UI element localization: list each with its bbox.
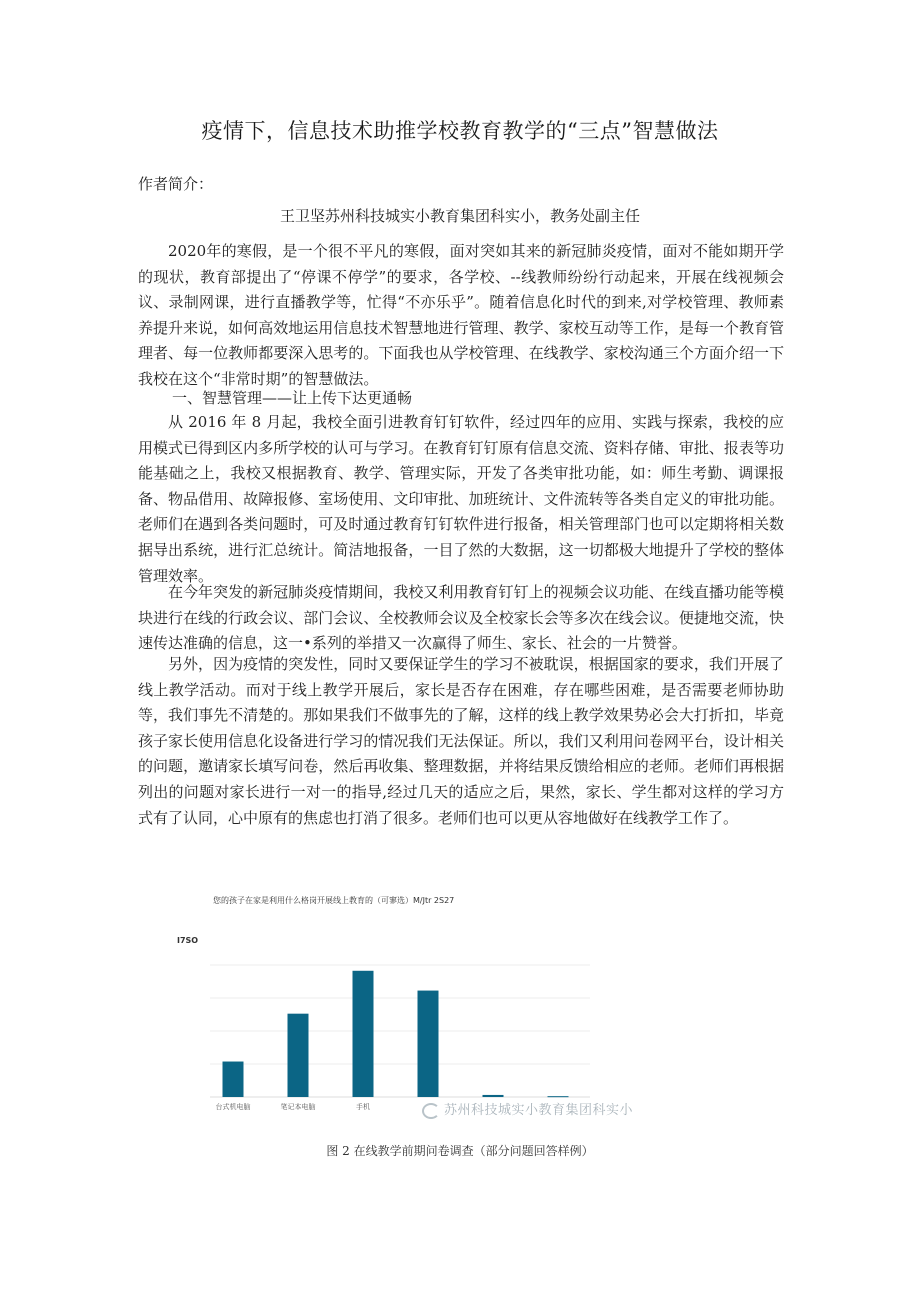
chart-bar — [418, 991, 439, 1097]
chart-title: 您的孩子在家是利用什么格岗开展线上教育的（可寥选）M/Jtr 2S27 — [213, 896, 455, 905]
chart-bar — [353, 971, 374, 1097]
chart-bar — [483, 1095, 504, 1097]
chart-category-label: 台式机电脑 — [215, 1103, 251, 1111]
paragraph-management — [138, 410, 784, 589]
chart-y-label: I7SO — [177, 936, 199, 945]
figure-caption: 图 2 在线教学前期问卷调查（部分问题回答样例） — [326, 1144, 594, 1158]
paragraph-survey — [138, 652, 784, 831]
paragraph-text: 从 2016 年 8 月起，我校全面引进教育钉钉软件，经过四年的应用、实践与探索，我校的应用模式已得到区内多所学校的认可与学习。在教育钉钉原有信息交流、资料存储、审批、报表等功能基础之上，我校又根据教育、教学、管理实际，开发了各类审批功能，如：师生考勤、调课报备、物品借用、故障报修、室场使用、文印审批、加班统计、文件流转等各类自定义的审批功能。老师们在遇到各类问题时，可及时通过教育钉钉软件进行报备，相关管理部门也可以定期将相关数据导出系统，进行汇总统计。简洁地报备，一目了然的大数据，这一切都极大地提升了学校的整体管理效率。 — [138, 413, 784, 585]
chart-bar — [223, 1062, 244, 1097]
document-title: 疫情下，信息技术助推学校教育教学的“三点”智慧做法 — [201, 119, 719, 143]
author-label: 作者简介： — [138, 175, 214, 193]
paragraph-meetings — [138, 580, 784, 657]
chart-plot — [190, 895, 650, 1125]
watermark-logo-icon — [422, 1103, 440, 1119]
chart-bar — [548, 1096, 569, 1097]
chart-category-label: 笔记本电脑 — [280, 1103, 316, 1111]
chart-bar — [288, 1014, 309, 1097]
author-info: 王卫坚苏州科技城实小教育集团科实小，教务处副主任 — [279, 207, 640, 225]
paragraph-text: 在今年突发的新冠肺炎疫情期间，我校又利用教育钉钉上的视频会议功能、在线直播功能等模块进行在线的行政会议、部门会议、全校教师会议及全校家长会等多次在线会议。便捷地交流，快速传达准确的信息，这一•系列的举措又一次赢得了师生、家长、社会的一片赞誉。 — [138, 583, 784, 653]
paragraph-intro — [138, 239, 784, 393]
watermark — [422, 1099, 633, 1119]
paragraph-text: 2020年的寒假，是一个很不平凡的寒假，面对突如其来的新冠肺炎疫情，面对不能如期开学的现状，教育部提出了“停课不停学”的要求，各学校、--线教师纷纷行动起来，开展在线视频会议、录制网课，进行直播教学等，忙得“不亦乐乎”。随着信息化时代的到来,对学校管理、教师素养提升来说，如何高效地运用信息技术智慧地进行管理、教学、家校互动等工作，是每一个教育管理者、每一位教师都要深入思考的。下面我也从学校管理、在线教学、家校沟通三个方面介绍一下我校在这个“非常时期”的智慧做法。 — [138, 242, 784, 388]
paragraph-text: 另外，因为疫情的突发性，同时又要保证学生的学习不被耽误，根据国家的要求，我们开展了线上教学活动。而对于线上教学开展后，家长是否存在困难，存在哪些困难，是否需要老师协助等，我们事先不清楚的。那如果我们不做事先的了解，这样的线上教学效果势必会大打折扣，毕竟孩子家长使用信息化设备进行学习的情况我们无法保证。所以，我们又利用问卷网平台，设计相关的问题，邀请家长填写问卷，然后再收集、整理数据，并将结果反馈给相应的老师。老师们再根据列出的问题对家长进行一对一的指导,经过几天的适应之后，果然，家长、学生都对这样的学习方式有了认同，心中原有的焦虑也打消了很多。老师们也可以更从容地做好在线教学工作了。 — [138, 655, 784, 827]
watermark-text: 苏州科技城实小教育集团科实小 — [444, 1103, 634, 1118]
section-heading: 一、智慧管理——让上传下达更通畅 — [172, 389, 413, 407]
survey-chart — [177, 895, 650, 1125]
chart-category-label: 手机 — [356, 1103, 370, 1111]
